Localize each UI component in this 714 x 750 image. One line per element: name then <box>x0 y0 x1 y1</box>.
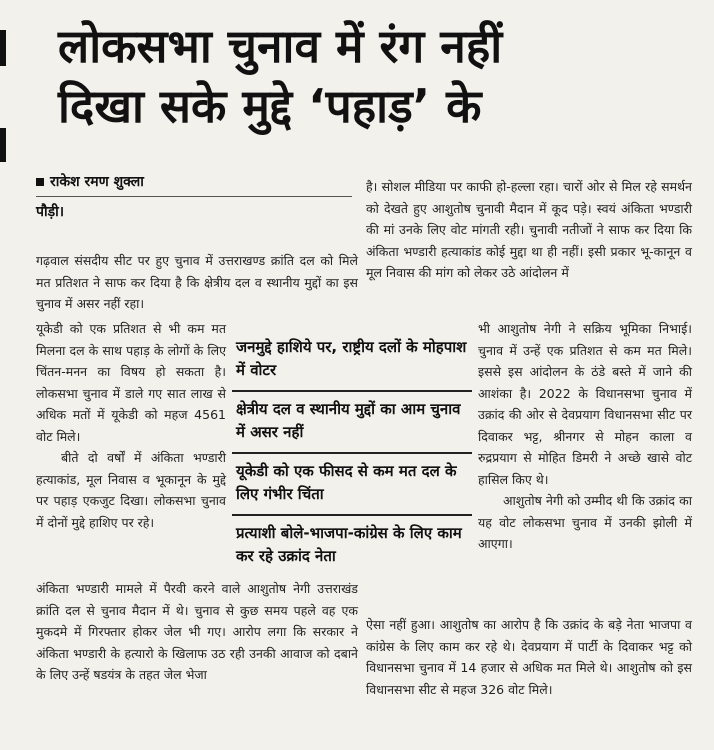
headline-line-2: दिखा सके मुद्दे ‘पहाड़’ के <box>58 79 482 133</box>
edge-mark-top <box>0 30 6 66</box>
bottom-left-column <box>36 578 358 686</box>
byline-author: राकेश रमण शुक्ला <box>50 174 144 190</box>
dateline: पौड़ी। <box>36 204 64 220</box>
paragraph: गढ़वाल संसदीय सीट पर हुए चुनाव में उत्तराखण्ड क्रांति दल को मिले मत प्रतिशत ने साफ कर दिया है कि क्षेत्रीय दल व स्थानीय मुद्दों का इस चुनाव में असर नहीं रहा। <box>36 253 358 311</box>
right-top-column <box>366 176 692 284</box>
pull-quote: यूकेडी को एक फीसद से कम मत दल के लिए गंभीर चिंता <box>232 452 472 514</box>
pull-quote-box <box>232 330 472 576</box>
pull-quote: क्षेत्रीय दल व स्थानीय मुद्दों का आम चुनाव में असर नहीं <box>232 390 472 452</box>
headline-line-1: लोकसभा चुनाव में रंग नहीं <box>58 19 503 73</box>
byline-divider <box>36 196 352 197</box>
paragraph: भी आशुतोष नेगी ने सक्रिय भूमिका निभाई। चुनाव में उन्हें एक प्रतिशत से कम मत मिले। इससे इस आंदोलन के ठंडे बस्ते में जाने की आशंका है। 2022 के विधानसभा चुनाव में उक्रांद की ओर से देवप्रयाग विधानसभा सीट पर दिवाकर भट्ट, श्रीनगर से मोहन काला व रुद्रप्रयाग से मोहित डिमरी ने अच्छे खासे वोट हासिल किए थे। <box>478 321 692 487</box>
paragraph: है। सोशल मीडिया पर काफी हो-हल्ला रहा। चारों ओर से मिल रहे समर्थन को देखते हुए आशुतोष चुनावी मैदान में कूद पड़े। स्वयं अंकिता भण्डारी की मां उनके लिए वोट मांगती रही। चुनावी नतीजों ने साफ कर दिया कि अंकिता भण्डारी हत्याकांड कोई मुद्दा था ही नहीं। इसी प्रकार भू-कानून व मूल निवास की मांग को लेकर उठे आंदोलन में <box>366 179 692 280</box>
pull-quote: प्रत्याशी बोले-भाजपा-कांग्रेस के लिए काम कर रहे उक्रांद नेता <box>232 514 472 576</box>
paragraph: आशुतोष नेगी को उम्मीद थी कि उक्रांद का यह वोट लोकसभा चुनाव में उनकी झोली में आएगा। <box>478 493 692 551</box>
headline <box>58 16 698 136</box>
byline <box>36 172 144 191</box>
paragraph: यूकेडी को एक प्रतिशत से भी कम मत मिलना दल के साथ पहाड़ के लोगों के लिए चिंतन-मनन का विषय हो सकता है। लोकसभा चुनाव में डाले गए सात लाख से अधिक मतों में यूकेडी को महज 4561 वोट मिले। <box>36 321 226 444</box>
bottom-right-column <box>366 614 692 700</box>
left-column <box>36 318 226 533</box>
paragraph: बीते दो वर्षों में अंकिता भण्डारी हत्याकांड, मूल निवास व भूकानून के मुद्दे पर पहाड़ एकजुट दिखा। लोकसभा चुनाव में दोनों मुद्दे हाशिए पर रहे। <box>36 450 226 530</box>
right-column <box>478 318 692 555</box>
edge-mark-middle <box>0 128 6 162</box>
pull-quote: जनमुद्दे हाशिये पर, राष्ट्रीय दलों के मोहपाश में वोटर <box>236 338 467 379</box>
article-intro <box>36 250 358 315</box>
paragraph: अंकिता भण्डारी मामले में पैरवी करने वाले आशुतोष नेगी उत्तराखंड क्रांति दल से चुनाव मैदान में थे। चुनाव से कुछ समय पहले वह एक मुकदमे में गिरफ्तार होकर जेल भी गए। आरोप लगा कि सरकार ने अंकिता भण्डारी के हत्यारो के खिलाफ उठ रही उनकी आवाज को दबाने के लिए उन्हें षडयंत्र के तहत जेल भेजा <box>36 581 358 682</box>
byline-square-icon <box>36 178 44 186</box>
paragraph: ऐसा नहीं हुआ। आशुतोष का आरोप है कि उक्रांद के बड़े नेता भाजपा व कांग्रेस के लिए काम कर रहे थे। देवप्रयाग में पार्टी के दिवाकर भट्ट को विधानसभा चुनाव में 14 हजार से अधिक मत मिले थे। आशुतोष को इस विधानसभा सीट से महज 326 वोट मिले। <box>366 617 692 697</box>
